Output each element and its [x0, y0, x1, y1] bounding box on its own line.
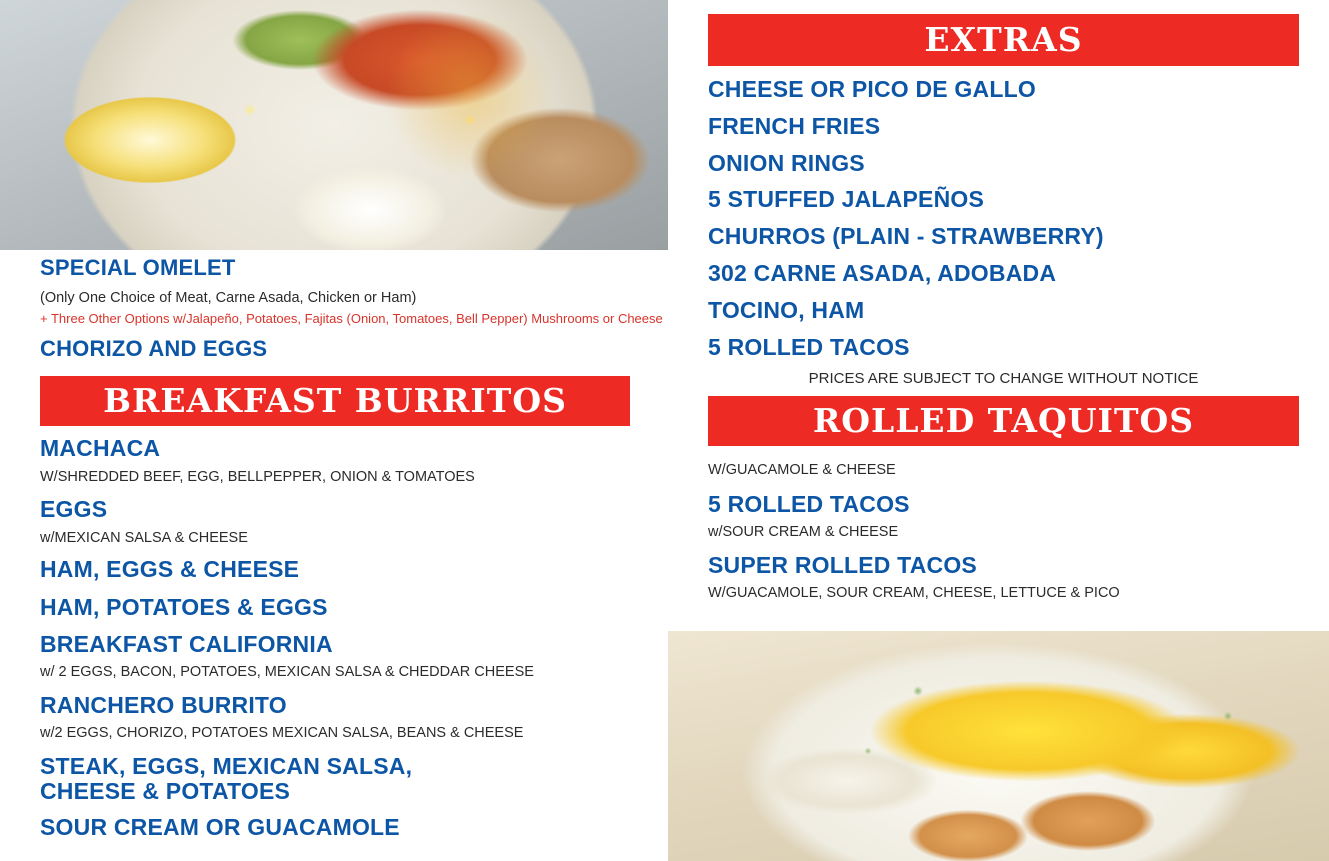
item-5-rolled-tacos-desc: w/SOUR CREAM & CHEESE — [708, 524, 899, 540]
item-sour-cream-guacamole-title: SOUR CREAM OR GUACAMOLE — [40, 814, 400, 840]
extra-item-french-fries: FRENCH FRIES — [708, 113, 881, 139]
section-banner-breakfast-burritos: BREAKFAST BURRITOS — [40, 376, 630, 426]
item-ham-eggs-cheese-title: HAM, EGGS & CHEESE — [40, 556, 300, 582]
extra-item-tocino-ham: TOCINO, HAM — [708, 297, 865, 323]
item-special-omelet-desc-2: + Three Other Options w/Jalapeño, Potatoes, Fajitas (Onion, Tomatoes, Bell Pepper) Mushrooms or Cheese — [40, 311, 663, 326]
breakfast-plate-photo — [0, 0, 668, 250]
item-super-rolled-tacos-title: SUPER ROLLED TACOS — [708, 552, 977, 578]
item-breakfast-california-desc: w/ 2 EGGS, BACON, POTATOES, MEXICAN SALSA & CHEDDAR CHEESE — [40, 664, 534, 680]
right-column — [668, 0, 1329, 861]
item-breakfast-california-title: BREAKFAST CALIFORNIA — [40, 631, 333, 657]
item-machaca-desc: W/SHREDDED BEEF, EGG, BELLPEPPER, ONION & TOMATOES — [40, 469, 475, 485]
item-steak-eggs-title — [40, 754, 412, 804]
section-banner-extras: EXTRAS — [708, 14, 1299, 66]
item-special-omelet-desc-1: (Only One Choice of Meat, Carne Asada, Chicken or Ham) — [40, 290, 417, 306]
item-eggs-desc: w/MEXICAN SALSA & CHEESE — [40, 530, 248, 546]
item-steak-eggs-title-line-1: STEAK, EGGS, MEXICAN SALSA, — [40, 753, 413, 779]
item-ranchero-burrito-desc: w/2 EGGS, CHORIZO, POTATOES MEXICAN SALSA, BEANS & CHEESE — [40, 725, 524, 741]
item-ham-potatoes-eggs-title: HAM, POTATOES & EGGS — [40, 594, 328, 620]
extra-item-rolled-tacos: 5 ROLLED TACOS — [708, 334, 910, 360]
extra-item-stuffed-jalapenos: 5 STUFFED JALAPEÑOS — [708, 186, 985, 212]
extra-item-onion-rings: ONION RINGS — [708, 150, 865, 176]
item-eggs-title: EGGS — [40, 496, 108, 522]
item-machaca-title: MACHACA — [40, 435, 161, 461]
rolled-taquitos-photo — [668, 631, 1329, 861]
item-special-omelet-title: SPECIAL OMELET — [40, 255, 236, 280]
item-ranchero-burrito-title: RANCHERO BURRITO — [40, 692, 287, 718]
item-5-rolled-tacos-title: 5 ROLLED TACOS — [708, 491, 910, 517]
prices-disclaimer: PRICES ARE SUBJECT TO CHANGE WITHOUT NOTICE — [808, 370, 1199, 387]
item-chorizo-and-eggs-title: CHORIZO AND EGGS — [40, 336, 268, 361]
extra-item-cheese-pico: CHEESE OR PICO DE GALLO — [708, 76, 1036, 102]
item-super-rolled-tacos-desc: W/GUACAMOLE, SOUR CREAM, CHEESE, LETTUCE & PICO — [708, 585, 1120, 601]
extra-item-carne-asada-adobada: 302 CARNE ASADA, ADOBADA — [708, 260, 1057, 286]
extra-item-churros: CHURROS (PLAIN - STRAWBERRY) — [708, 223, 1104, 249]
taquitos-lead-desc: W/GUACAMOLE & CHEESE — [708, 462, 896, 478]
section-banner-rolled-taquitos: ROLLED TAQUITOS — [708, 396, 1299, 446]
item-steak-eggs-title-line-2: CHEESE & POTATOES — [40, 777, 291, 804]
